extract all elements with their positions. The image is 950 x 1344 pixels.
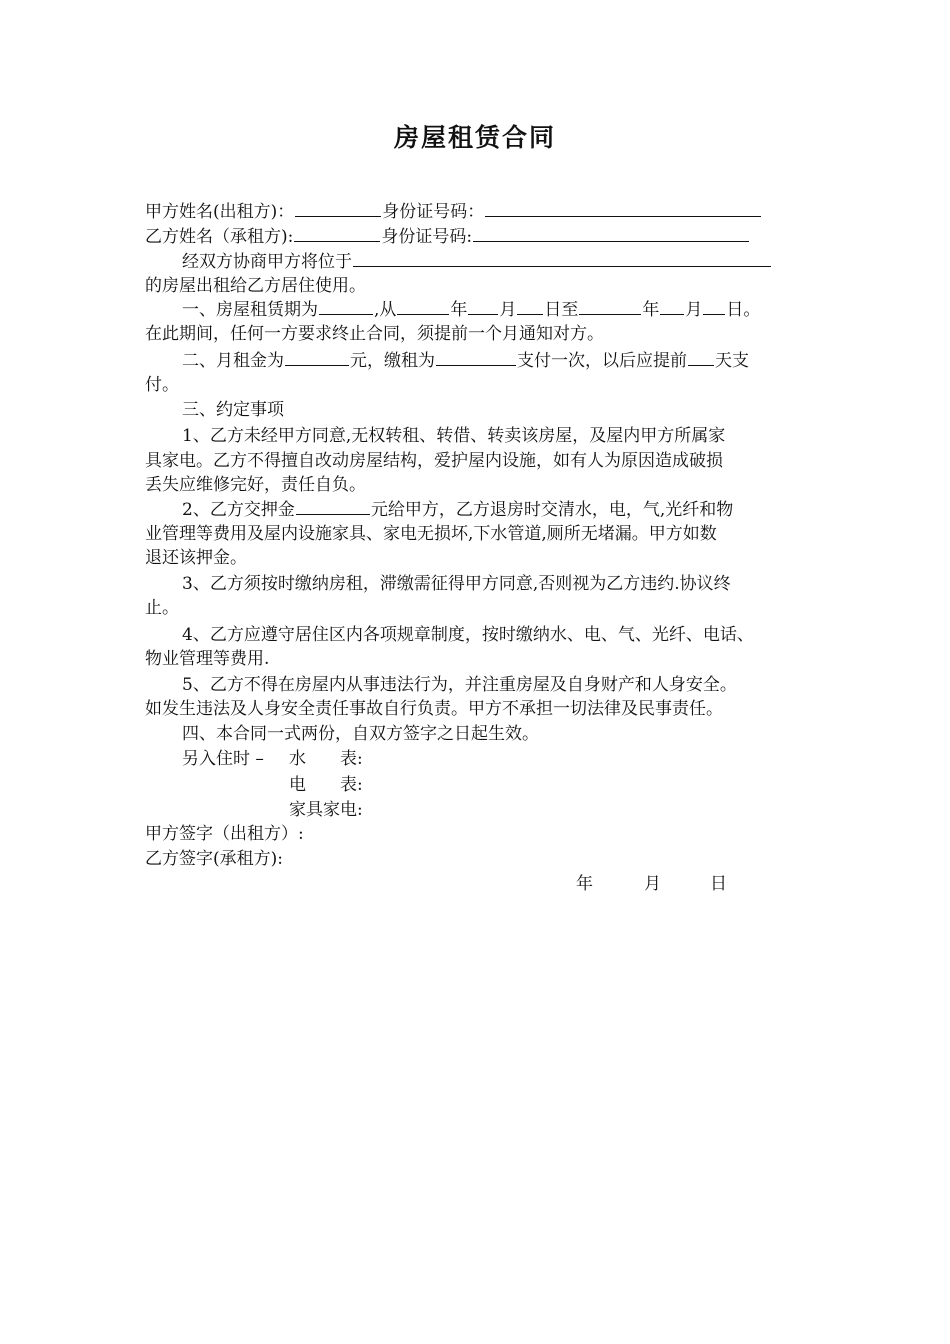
party-b-name-label: 乙方姓名（承租方): — [145, 227, 294, 247]
clause3-item5-line: 5、乙方不得在房屋内从事违法行为，并注重房屋及自身财产和人身安全。 — [182, 675, 737, 695]
clause2-text: 天支 — [715, 351, 749, 371]
document-title: 房屋租赁合同 — [393, 123, 556, 152]
clause3-item5-line: 如发生违法及人身安全责任事故自行负责。甲方不承担一切法律及民事责任。 — [145, 699, 723, 719]
clause3-item2-line: 业管理等费用及屋内设施家具、家电无损坏,下水管道,厕所无堵漏。甲方如数 — [145, 524, 717, 544]
date-year: 年 — [576, 874, 593, 894]
clause1-text: 月 — [685, 300, 703, 320]
clause1-text: 月 — [499, 300, 517, 320]
party-a-signature-label: 甲方签字（出租方）: — [145, 824, 304, 844]
clause2-text: 元，缴租为 — [350, 351, 435, 371]
location-line-2: 的房屋出租给乙方居住使用。 — [145, 276, 366, 296]
clause4-line: 四、本合同一式两份，自双方签字之日起生效。 — [182, 724, 539, 744]
clause3-item2-line — [182, 498, 733, 522]
advance-days-blank — [688, 350, 714, 366]
clause3-item3-line: 3、乙方须按时缴纳房租，滞缴需征得甲方同意,否则视为乙方违约.协议终 — [182, 574, 731, 594]
payment-period-blank — [436, 350, 516, 366]
clause1-line — [182, 298, 760, 322]
electric-meter-label: 电 表: — [289, 775, 363, 795]
party-a-name-blank — [295, 201, 381, 217]
clause3-item1-line: 具家电。乙方不得擅自改动房屋结构，爱护屋内设施，如有人为原因造成破损 — [145, 451, 723, 471]
party-b-name-blank — [294, 226, 380, 242]
party-a-id-label: 身份证号码： — [382, 202, 485, 222]
meters-prefix: 另入住时 – — [182, 749, 270, 769]
party-b-id-blank — [473, 226, 749, 242]
date-day: 日 — [710, 874, 727, 894]
deposit-blank — [296, 499, 370, 515]
clause3-item4-line: 4、乙方应遵守居住区内各项规章制度，按时缴纳水、电、气、光纤、电话、 — [182, 625, 754, 645]
end-year-blank — [579, 299, 641, 315]
location-blank — [353, 251, 771, 267]
clause3-item2-text: 元给甲方，乙方退房时交清水，电，气,光纤和物 — [370, 500, 734, 520]
location-line — [182, 250, 772, 274]
start-year-blank — [397, 299, 449, 315]
clause1-text: ,从 — [374, 300, 397, 320]
clause1-text: 年 — [642, 300, 660, 320]
clause2-text: 支付一次，以后应提前 — [517, 351, 687, 371]
clause3-item2-text: 2、乙方交押金 — [182, 500, 295, 520]
party-b-id-label: 身份证号码: — [381, 227, 473, 247]
clause2-line — [182, 349, 749, 373]
location-text: 经双方协商甲方将位于 — [182, 252, 352, 272]
clause1-text: 年 — [450, 300, 468, 320]
start-month-blank — [468, 299, 498, 315]
clause3-heading: 三、约定事项 — [182, 400, 284, 420]
clause3-item3-line: 止。 — [145, 598, 179, 618]
end-day-blank — [703, 299, 725, 315]
date-month: 月 — [644, 874, 661, 894]
clause1-text: 日。 — [726, 300, 761, 320]
water-meter-label: 水 表: — [289, 749, 363, 769]
end-month-blank — [660, 299, 684, 315]
clause3-item2-line: 退还该押金。 — [145, 548, 247, 568]
party-a-id-blank — [485, 201, 761, 217]
clause1-line-2: 在此期间，任何一方要求终止合同，须提前一个月通知对方。 — [145, 324, 604, 344]
lease-term-blank — [319, 299, 373, 315]
clause3-item4-line: 物业管理等费用. — [145, 649, 270, 669]
start-day-blank — [517, 299, 543, 315]
clause1-text: 一、房屋租赁期为 — [182, 300, 318, 320]
party-a-name-label: 甲方姓名(出租方)： — [145, 202, 295, 222]
clause2-text: 二、月租金为 — [182, 351, 284, 371]
clause3-item1-line: 丢失应维修完好，责任自负。 — [145, 475, 366, 495]
clause3-item1-line: 1、乙方未经甲方同意,无权转租、转借、转卖该房屋，及屋内甲方所属家 — [182, 426, 726, 446]
furniture-label: 家具家电: — [289, 800, 363, 820]
party-b-line — [145, 225, 750, 249]
party-b-signature-label: 乙方签字(承租方): — [145, 849, 283, 869]
monthly-rent-blank — [285, 350, 349, 366]
clause2-line-2: 付。 — [145, 375, 179, 395]
clause1-text: 日至 — [544, 300, 579, 320]
party-a-line — [145, 200, 762, 224]
